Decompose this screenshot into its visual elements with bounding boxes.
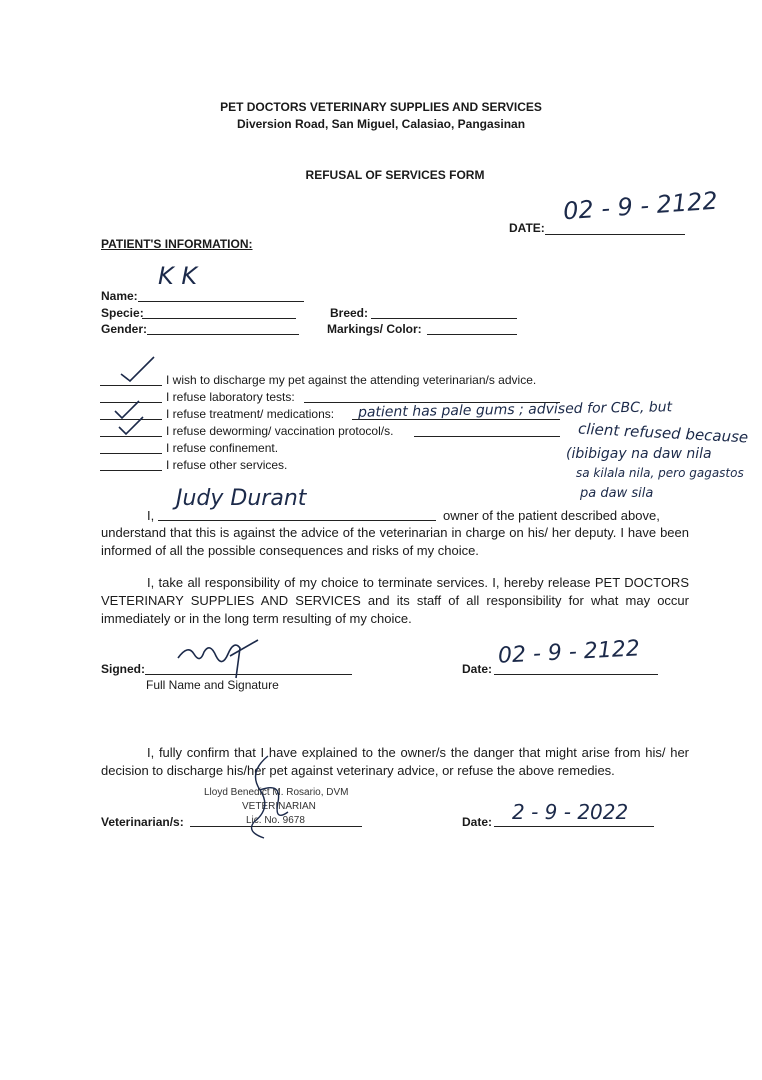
option-lab-text: I refuse laboratory tests:	[166, 390, 295, 404]
owner-suffix: owner of the patient described above,	[443, 508, 660, 523]
markings-line	[427, 334, 517, 335]
specie-line	[142, 318, 296, 319]
option-deworm-check	[116, 414, 146, 438]
option-discharge-text: I wish to discharge my pet against the attending veterinarian/s advice.	[166, 373, 537, 387]
name-label: Name:	[101, 289, 138, 303]
vet-stamp-title: VETERINARIAN	[242, 801, 316, 812]
business-address: Diversion Road, San Miguel, Calasiao, Pangasinan	[236, 117, 526, 131]
gender-label: Gender:	[101, 322, 148, 336]
signed-date-label: Date:	[462, 662, 493, 676]
date-handwritten: 02 - 9 - 2122	[562, 186, 719, 226]
option-confinement-text: I refuse confinement.	[166, 441, 279, 455]
option-other-text: I refuse other services.	[166, 458, 288, 472]
release-paragraph: I, take all responsibility of my choice to terminate services. I, hereby release PET DOCTORS VETERINARY SUPPLIES AND SERVICES and its staff of all responsibility for what may occur immediately or in the long term resulting of my choice.	[101, 575, 689, 626]
signed-sublabel: Full Name and Signature	[146, 678, 279, 692]
option-other-line	[100, 470, 162, 471]
breed-label: Breed:	[330, 306, 369, 320]
specie-label: Specie:	[101, 306, 144, 320]
owner-signature-line	[158, 520, 436, 521]
vet-signature-mark	[238, 752, 298, 842]
patient-info-heading: PATIENT'S INFORMATION:	[101, 237, 253, 251]
vet-date-label: Date:	[462, 815, 493, 829]
option-discharge-line	[100, 385, 162, 386]
option-treatment-text: I refuse treatment/ medications:	[166, 407, 335, 421]
form-title: REFUSAL OF SERVICES FORM	[305, 168, 485, 182]
vet-stamp-name: Lloyd Benedict M. Rosario, DVM	[204, 787, 349, 798]
gender-line	[147, 334, 299, 335]
option-deworm-fill-line	[414, 436, 560, 437]
patient-name-handwritten: K K	[158, 262, 198, 290]
option-confinement-line	[100, 453, 162, 454]
note-line5: pa daw sila	[580, 486, 654, 501]
date-label: DATE:	[509, 221, 545, 235]
owner-paragraph-body: understand that this is against the advice of the veterinarian in charge on his/ her deputy. I have been informed of all the possible consequences and risks of my choice.	[101, 525, 689, 558]
vet-stamp-license: Lic. No. 9678	[246, 815, 305, 826]
veterinarian-label: Veterinarian/s:	[101, 815, 184, 829]
vet-paragraph: I, fully confirm that I have explained to the owner/s the danger that might arise from his/ her decision to discharge his/her pet against veterinary advice, or refuse the above remedies.	[101, 745, 689, 778]
owner-signature-mark	[174, 634, 264, 684]
note-treatment: patient has pale gums ; advised for CBC, but	[357, 399, 673, 421]
owner-prefix: I,	[147, 508, 155, 523]
option-discharge-check	[118, 354, 158, 384]
note-line4: sa kilala nila, pero gagastos	[576, 466, 744, 480]
signed-label: Signed:	[101, 662, 145, 676]
signed-date-handwritten: 02 - 9 - 2122	[497, 636, 641, 669]
note-line2: client refused because	[577, 419, 749, 447]
vet-date-line	[494, 826, 654, 827]
markings-label: Markings/ Color:	[327, 322, 422, 336]
owner-signature: Judy Durant	[176, 486, 307, 511]
date-line	[545, 234, 685, 235]
vet-date-handwritten: 2 - 9 - 2022	[512, 800, 629, 824]
signed-date-line	[494, 674, 658, 675]
breed-line	[371, 318, 517, 319]
option-deworm-text: I refuse deworming/ vaccination protocol/s.	[166, 424, 394, 438]
name-line	[138, 301, 304, 302]
business-name: PET DOCTORS VETERINARY SUPPLIES AND SERVICES	[220, 100, 542, 114]
note-line3: (ibibigay na daw nila	[566, 446, 712, 462]
